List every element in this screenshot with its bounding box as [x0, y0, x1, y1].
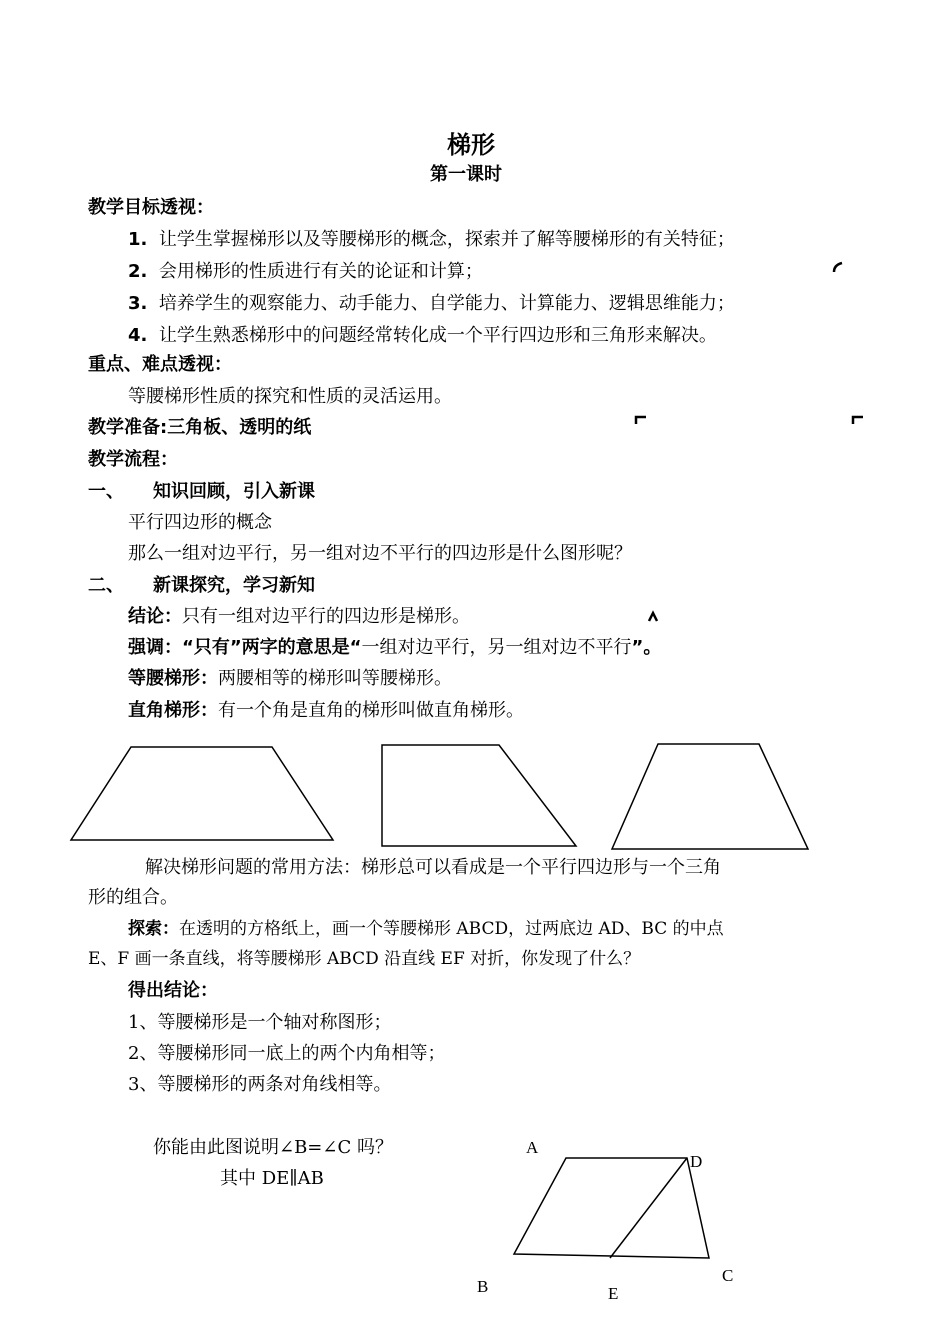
vertex-label-a: A — [526, 1138, 539, 1157]
emphasis-end: ”。 — [631, 637, 662, 658]
explore-label: 探索： — [128, 919, 179, 939]
goal-text: 让学生熟悉梯形中的问题经常转化成一个平行四边形和三角形来解决。 — [158, 325, 717, 346]
goal-num: 1. — [128, 229, 148, 250]
conclusion-text: 只有一组对边平行的四边形是梯形。 — [182, 606, 470, 627]
isosceles-text: 两腰相等的梯形叫等腰梯形。 — [218, 668, 452, 689]
trapezoid-abcd-figure — [514, 1158, 709, 1258]
goal-num: 4. — [128, 325, 148, 346]
right-trapezoid-figure — [382, 745, 576, 846]
emphasis-start: 强调：“只有”两字的意思是“ — [128, 637, 362, 658]
vertex-label-e: E — [608, 1284, 619, 1303]
findings-heading: 得出结论： — [128, 980, 218, 1001]
goals-heading: 教学目标透视： — [88, 197, 214, 218]
segment-de — [610, 1158, 687, 1258]
scan-artifact-mark — [636, 417, 646, 424]
question-line-1: 你能由此图说明∠B=∠C 吗？ — [153, 1137, 393, 1158]
keypoints-text: 等腰梯形性质的探究和性质的灵活运用。 — [128, 386, 452, 407]
right-trapezoid-label: 直角梯形： — [128, 700, 218, 721]
flow-heading: 教学流程： — [88, 449, 178, 470]
page-title: 梯形 — [447, 131, 495, 159]
isosceles-label: 等腰梯形： — [128, 668, 218, 689]
finding-item-2: 2、等腰梯形同一底上的两个内角相等； — [128, 1043, 446, 1064]
section1-line-1: 平行四边形的概念 — [128, 512, 272, 533]
section1-line-2: 那么一组对边平行，另一组对边不平行的四边形是什么图形呢？ — [128, 543, 632, 564]
scan-artifact-mark — [649, 613, 657, 621]
goal-text: 会用梯形的性质进行有关的论证和计算； — [158, 261, 483, 282]
method-line-2: 形的组合。 — [88, 887, 178, 908]
page-subtitle: 第一课时 — [430, 164, 502, 185]
question-line-2: 其中 DE∥AB — [220, 1168, 324, 1189]
scan-artifact-mark — [834, 263, 842, 272]
vertex-label-b: B — [477, 1277, 489, 1296]
goal-num: 3. — [128, 293, 148, 314]
prep-line: 教学准备:三角板、透明的纸 — [88, 417, 312, 438]
vertex-label-c: C — [722, 1266, 734, 1285]
section1-num: 一、 — [88, 481, 124, 502]
isosceles-trapezoid-figure-2 — [612, 744, 808, 849]
vertex-label-d: D — [690, 1152, 703, 1171]
isosceles-trapezoid-figure — [71, 747, 333, 840]
keypoints-heading: 重点、难点透视： — [88, 354, 232, 375]
conclusion-label: 结论： — [128, 606, 182, 627]
method-line-1: 解决梯形问题的常用方法：梯形总可以看成是一个平行四边形与一个三角 — [145, 857, 721, 878]
section2-title: 新课探究，学习新知 — [153, 575, 315, 596]
emphasis-mid: 一组对边平行，另一组对边不平行 — [361, 637, 632, 658]
goal-num: 2. — [128, 261, 148, 282]
scan-artifact-mark — [853, 417, 863, 424]
goal-text: 培养学生的观察能力、动手能力、自学能力、计算能力、逻辑思维能力； — [158, 293, 735, 314]
explore-text: 在透明的方格纸上，画一个等腰梯形 ABCD，过两底边 AD、BC 的中点 — [179, 919, 724, 939]
explore-line-2: E、F 画一条直线，将等腰梯形 ABCD 沿直线 EF 对折，你发现了什么？ — [88, 949, 641, 969]
finding-item-1: 1、等腰梯形是一个轴对称图形； — [128, 1012, 392, 1033]
goal-text: 让学生掌握梯形以及等腰梯形的概念，探索并了解等腰梯形的有关特征； — [158, 229, 735, 250]
right-trapezoid-text: 有一个角是直角的梯形叫做直角梯形。 — [218, 700, 524, 721]
section2-num: 二、 — [88, 575, 124, 596]
finding-item-3: 3、等腰梯形的两条对角线相等。 — [128, 1074, 392, 1095]
section1-title: 知识回顾，引入新课 — [153, 481, 315, 502]
